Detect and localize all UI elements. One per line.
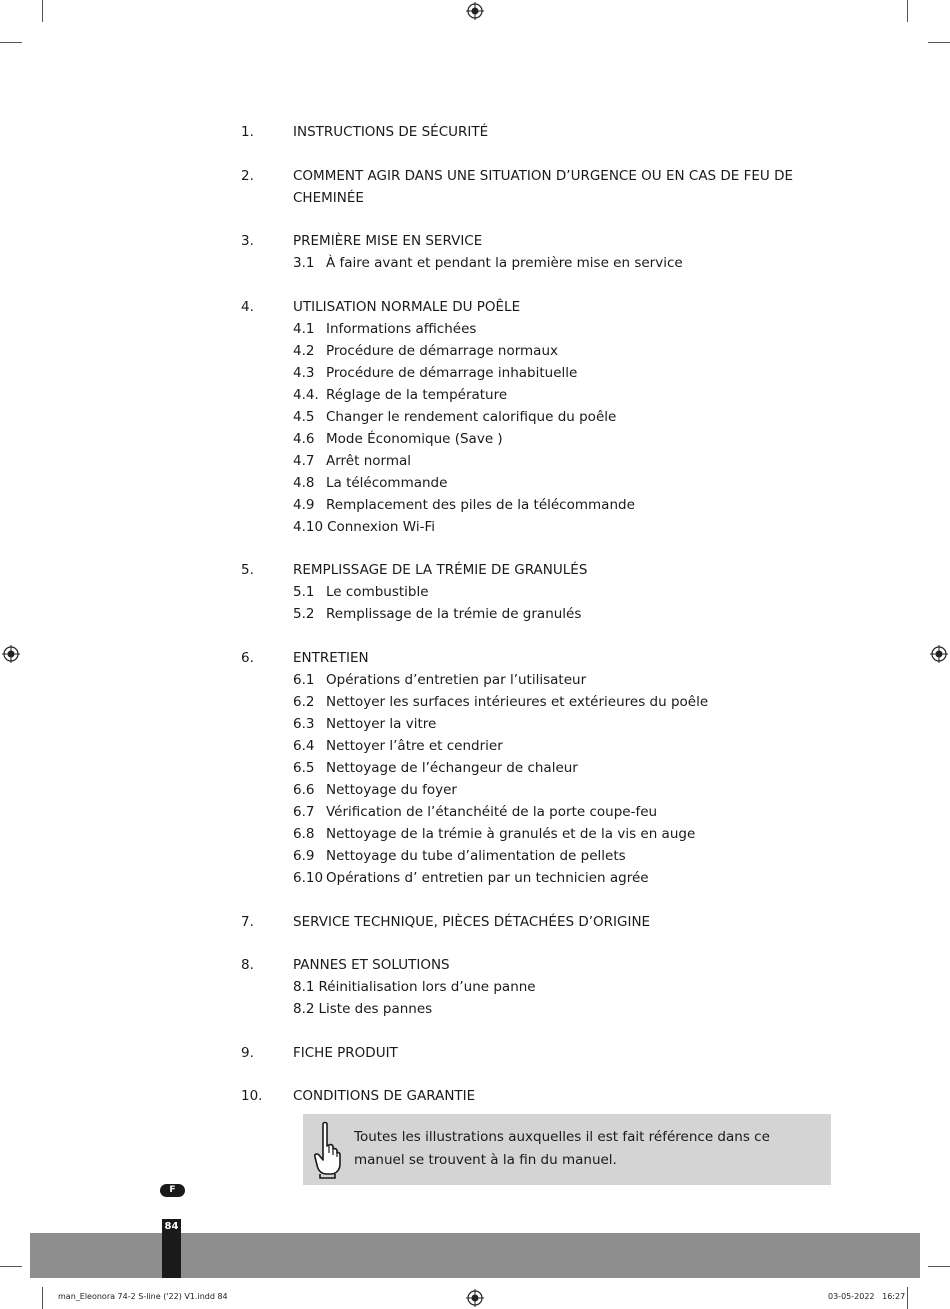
- toc-subsection: [293, 406, 841, 428]
- toc-section: [241, 230, 841, 274]
- toc-subsection: [293, 757, 841, 779]
- toc-section-heading: [241, 1042, 841, 1064]
- note-text: Toutes les illustrations auxquelles il est fait référence dans ce manuel se trouvent à la fin du manuel.: [354, 1129, 770, 1168]
- toc-subsection-number: 4.3: [293, 364, 315, 381]
- toc-subsection: [293, 779, 841, 801]
- toc-section-heading: [241, 121, 841, 143]
- toc-section-number: 4.: [241, 298, 254, 315]
- toc-section-title: PANNES ET SOLUTIONS: [293, 957, 450, 974]
- toc-section-title: PREMIÈRE MISE EN SERVICE: [293, 233, 483, 250]
- toc-section-title: REMPLISSAGE DE LA TRÉMIE DE GRANULÉS: [293, 562, 588, 579]
- registration-mark-icon: [466, 1289, 484, 1307]
- toc-subsection-number: 4.5: [293, 408, 315, 425]
- toc-subsection-title: Procédure de démarrage normaux: [326, 342, 558, 359]
- toc-subsection-title: Nettoyage du tube d’alimentation de pellets: [326, 847, 626, 864]
- print-slug-date: 03-05-2022 16:27: [828, 1292, 906, 1301]
- toc-section-heading: [241, 230, 841, 252]
- toc-subsection: [293, 581, 841, 603]
- toc-subsection-number: 6.1: [293, 671, 315, 688]
- toc-section-title: INSTRUCTIONS DE SÉCURITÉ: [293, 124, 489, 140]
- toc-section-title: SERVICE TECHNIQUE, PIÈCES DÉTACHÉES D’ORIGINE: [293, 913, 651, 930]
- section-spacer: [241, 143, 841, 165]
- toc-subsection-number: 6.2: [293, 693, 315, 710]
- toc-subsection-title: Réglage de la température: [326, 386, 508, 403]
- section-spacer: [241, 538, 841, 560]
- toc-section-heading: [241, 296, 841, 318]
- toc-subsection: [293, 735, 841, 757]
- toc-section-number: 10.: [241, 1088, 263, 1105]
- toc-section: [241, 1042, 841, 1064]
- crop-mark: [42, 0, 43, 22]
- toc-subsection-number: 4.7: [293, 452, 315, 469]
- toc-subsection-number: 6.6: [293, 781, 315, 798]
- toc-section-heading: [241, 559, 841, 581]
- toc-section: [241, 647, 841, 889]
- toc-section-number: 2.: [241, 167, 254, 184]
- toc-section: [241, 1085, 841, 1107]
- toc-section-number: 9.: [241, 1044, 254, 1061]
- section-spacer: [241, 933, 841, 955]
- page-number: 84: [164, 1221, 179, 1232]
- toc-subsection-number: 6.5: [293, 759, 315, 776]
- toc-subsection-number: 8.1: [293, 979, 315, 996]
- toc-subsection-title: Mode Économique (Save ): [326, 430, 503, 447]
- toc-subsection-title: Procédure de démarrage inhabituelle: [326, 364, 578, 381]
- toc-section-heading: [241, 647, 841, 669]
- toc-subsection: [293, 976, 841, 998]
- toc-subsection: [293, 494, 841, 516]
- toc-subsection: [293, 384, 841, 406]
- toc-subsection: [293, 823, 841, 845]
- toc-subsection-title: Remplissage de la trémie de granulés: [326, 606, 582, 623]
- toc-subsection: [293, 867, 841, 889]
- toc-subsection-number: 6.4: [293, 737, 315, 754]
- toc-subsection-number: 6.3: [293, 715, 315, 732]
- toc-section-title: CONDITIONS DE GARANTIE: [293, 1088, 476, 1105]
- toc-subsection-title: Liste des pannes: [318, 1001, 433, 1018]
- crop-mark: [928, 1266, 950, 1267]
- toc-subsection-title: Le combustible: [326, 584, 429, 601]
- toc-subsection-title: Opérations d’entretien par l’utilisateur: [326, 671, 587, 688]
- toc-subsection-title: Nettoyer les surfaces intérieures et extérieures du poêle: [326, 693, 709, 710]
- registration-mark-icon: [466, 2, 484, 20]
- toc-subsection-number: 4.10: [293, 518, 324, 535]
- toc-subsection: [293, 603, 841, 625]
- toc-subsection-title: Nettoyer l’âtre et cendrier: [326, 737, 503, 754]
- toc-subsection: [293, 450, 841, 472]
- toc-section-number: 3.: [241, 233, 254, 250]
- toc-subsection: [293, 362, 841, 384]
- crop-mark: [907, 1287, 908, 1309]
- note-box: [303, 1114, 831, 1185]
- toc-subsection: [293, 998, 841, 1020]
- toc-section: [241, 559, 841, 625]
- toc-section-number: 5.: [241, 562, 254, 579]
- toc-subsection: [293, 318, 841, 340]
- toc-section-number: 1.: [241, 124, 254, 140]
- toc-subsection-title: Réinitialisation lors d’une panne: [318, 979, 536, 996]
- toc-section-number: 8.: [241, 957, 254, 974]
- toc-subsection: [293, 252, 841, 274]
- crop-mark: [928, 42, 950, 43]
- toc-section-number: 7.: [241, 913, 254, 930]
- toc-subsection-number: 4.9: [293, 496, 315, 513]
- toc-subsection-number: 4.4.: [293, 386, 319, 403]
- toc-subsection-title: Connexion Wi-Fi: [327, 518, 435, 535]
- toc-subsection-number: 6.10: [293, 869, 324, 886]
- toc-subsection-title: Nettoyer la vitre: [326, 715, 437, 732]
- toc-subsection-title: Arrêt normal: [326, 452, 411, 469]
- section-spacer: [241, 1064, 841, 1086]
- toc-section: [241, 296, 841, 538]
- language-badge: F: [160, 1184, 185, 1197]
- toc-subsection-title: Opérations d’ entretien par un technicien agrée: [326, 869, 649, 886]
- toc-section-title: UTILISATION NORMALE DU POÊLE: [293, 298, 521, 315]
- toc-subsection-title: À faire avant et pendant la première mise en service: [326, 255, 683, 272]
- toc-subsection-title: Nettoyage de l’échangeur de chaleur: [326, 759, 578, 776]
- toc-subsection-number: 6.9: [293, 847, 315, 864]
- toc-subsection: [293, 801, 841, 823]
- pointing-hand-icon: [309, 1120, 343, 1180]
- toc-section-title: COMMENT AGIR DANS UNE SITUATION D’URGENCE OU EN CAS DE FEU DE CHEMINÉE: [293, 167, 794, 206]
- toc-subsection-title: Nettoyage de la trémie à granulés et de la vis en auge: [326, 825, 696, 842]
- section-spacer: [241, 274, 841, 296]
- toc-subsection-title: Vérification de l’étanchéité de la porte coupe-feu: [326, 803, 658, 820]
- toc-subsection: [293, 669, 841, 691]
- crop-mark: [42, 1287, 43, 1309]
- toc-subsection-number: 4.1: [293, 320, 315, 337]
- table-of-contents: [241, 121, 841, 1107]
- toc-section-title: ENTRETIEN: [293, 649, 369, 666]
- toc-subsection-number: 8.2: [293, 1001, 315, 1018]
- toc-subsection-number: 4.8: [293, 474, 315, 491]
- registration-mark-icon: [2, 645, 20, 663]
- toc-subsection-number: 6.7: [293, 803, 315, 820]
- toc-subsection-title: Remplacement des piles de la télécommande: [326, 496, 635, 513]
- toc-section-title: FICHE PRODUIT: [293, 1044, 398, 1061]
- toc-section-heading: [241, 954, 841, 976]
- toc-section: [241, 121, 841, 143]
- crop-mark: [0, 42, 22, 43]
- section-spacer: [241, 1020, 841, 1042]
- section-spacer: [241, 889, 841, 911]
- toc-subsection-number: 6.8: [293, 825, 315, 842]
- toc-subsection-title: La télécommande: [326, 474, 448, 491]
- toc-section-heading: [241, 911, 841, 933]
- toc-section: [241, 911, 841, 933]
- section-spacer: [241, 209, 841, 231]
- print-slug-file: man_Eleonora 74-2 S-line ('22) V1.indd 84: [58, 1292, 228, 1301]
- crop-mark: [907, 0, 908, 22]
- toc-subsection: [293, 428, 841, 450]
- registration-mark-icon: [930, 645, 948, 663]
- toc-subsection-number: 5.2: [293, 606, 315, 623]
- toc-subsection: [293, 472, 841, 494]
- toc-subsection-title: Informations affichées: [326, 320, 477, 337]
- toc-subsection-title: Changer le rendement calorifique du poêle: [326, 408, 617, 425]
- toc-subsection-number: 4.6: [293, 430, 315, 447]
- toc-subsection-number: 5.1: [293, 584, 315, 601]
- toc-subsection: [293, 340, 841, 362]
- toc-subsection: [293, 713, 841, 735]
- toc-subsection: [293, 516, 841, 538]
- crop-mark: [0, 1266, 22, 1267]
- toc-section-heading: [241, 165, 841, 209]
- toc-section: [241, 165, 841, 209]
- section-spacer: [241, 625, 841, 647]
- toc-subsection-title: Nettoyage du foyer: [326, 781, 457, 798]
- toc-section: [241, 954, 841, 1020]
- toc-subsection: [293, 845, 841, 867]
- toc-section-heading: [241, 1085, 841, 1107]
- toc-subsection-number: 4.2: [293, 342, 315, 359]
- toc-subsection-number: 3.1: [293, 255, 315, 272]
- toc-subsection: [293, 691, 841, 713]
- toc-section-number: 6.: [241, 649, 254, 666]
